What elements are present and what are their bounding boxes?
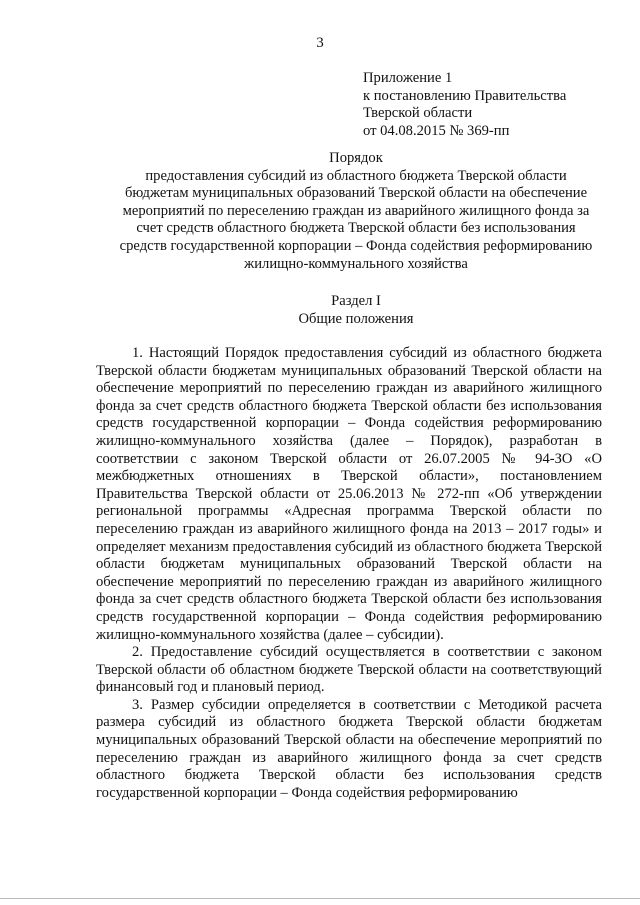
appendix-line-4: от 04.08.2015 № 369-пп: [363, 122, 510, 139]
appendix-line-2: к постановлению Правительства: [363, 87, 567, 104]
title-line: счет средств областного бюджета Тверской области без использования: [136, 220, 576, 237]
document-title: [96, 150, 616, 273]
title-line: средств государственной корпорации – Фонда содействия реформированию: [119, 237, 593, 254]
paragraph-3: 3. Размер субсидии определяется в соответствии с Методикой расчета размера субсидий из областного бюджета Тверской области бюджетам муниципальных образований Тверской области на обеспечение мероприятий по переселению граждан из аварийного жилищного фонда за счет средств областного бюджета Тверской области без использования средств государственной корпорации – Фонда содействия реформированию: [96, 696, 602, 801]
page-number: 3: [316, 35, 324, 51]
section-number: Раздел I: [331, 293, 381, 309]
section-heading: [96, 293, 616, 328]
paragraph-2: 2. Предоставление субсидий осуществляется в соответствии с законом Тверской области об областном бюджете Тверской области на соответствующий финансовый год и плановый период.: [96, 644, 602, 696]
appendix-line-3: Тверской области: [363, 105, 473, 122]
paragraph-1: 1. Настоящий Порядок предоставления субсидий из областного бюджета Тверской области бюджетам муниципальных образований Тверской области на обеспечение мероприятий по переселению граждан из аварийного жилищного фонда за счет средств областного бюджета Тверской области без использования средств государственной корпорации – Фонда содействия реформированию жилищно-коммунального хозяйства (далее – Порядок), разработан в соответствии с законом Тверской области от 26.07.2005 № 94-ЗО «О межбюджетных отношениях в Тверской области», постановлением Правительства Тверской области от 25.06.2013 № 272-пп «Об утверждении региональной программы «Адресная программа Тверской области по переселению граждан из аварийного жилищного фонда на 2013 – 2017 годы» и определяет механизм предоставления субсидий из областного бюджета Тверской области бюджетам муниципальных образований Тверской области на обеспечение мероприятий по переселению граждан из аварийного жилищного фонда за счет средств областного бюджета Тверской области без использования средств государственной корпорации – Фонда содействия реформированию жилищно-коммунального хозяйства (далее – субсидии).: [96, 345, 602, 643]
appendix-line-1: Приложение 1: [363, 70, 453, 86]
section-name: Общие положения: [298, 310, 414, 327]
title-line: бюджетам муниципальных образований Тверской области на обеспечение: [124, 185, 588, 202]
title-line: мероприятий по переселению граждан из аварийного жилищного фонда за: [122, 202, 590, 219]
title-line: жилищно-коммунального хозяйства: [244, 255, 468, 272]
title-line: предоставления субсидий из областного бюджета Тверской области: [145, 167, 567, 184]
document-body: [96, 345, 602, 802]
appendix-block: [363, 70, 633, 140]
title-heading: Порядок: [329, 150, 383, 166]
page-edge-divider: [0, 898, 640, 899]
